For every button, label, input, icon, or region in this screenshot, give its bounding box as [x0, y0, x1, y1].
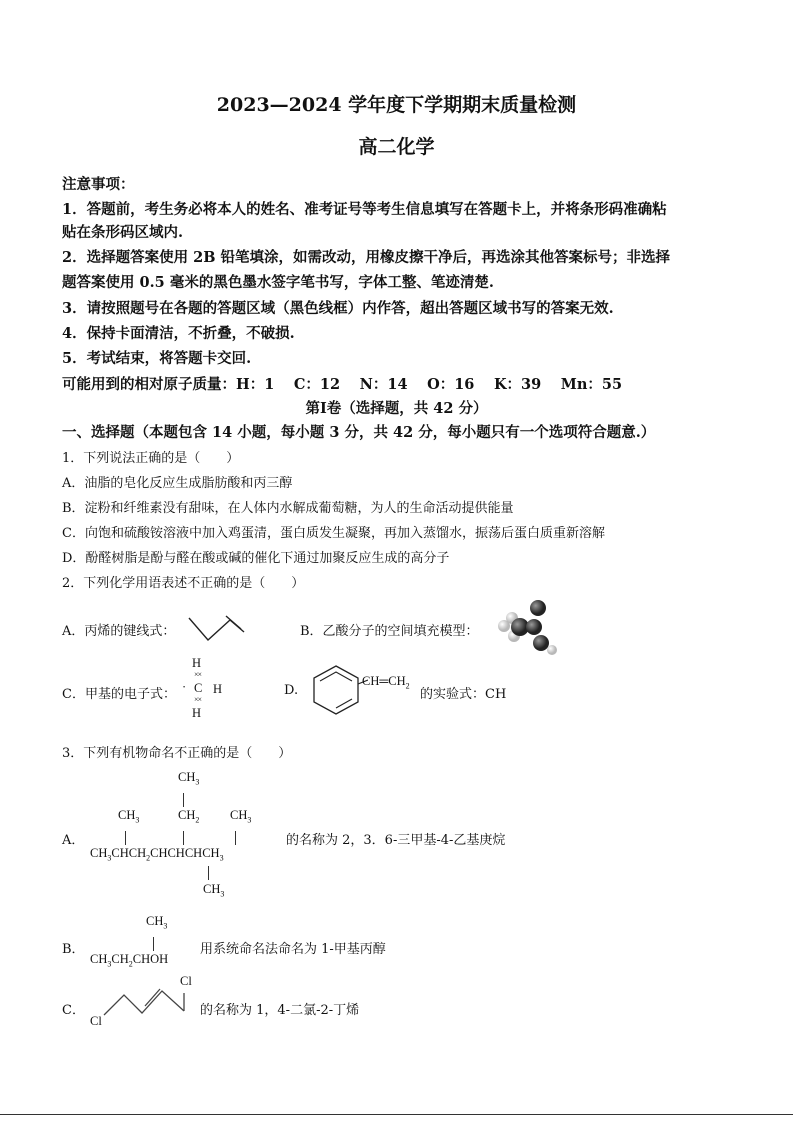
styrene-benzene-ring [308, 662, 368, 718]
branch-ch3 [178, 770, 199, 787]
question-stem: 1．下列说法正确的是（ ） [62, 451, 240, 466]
option-d: D．酚醛树脂是酚与醛在酸或碱的催化下通过加聚反应生成的高分子 [62, 551, 450, 566]
option-b: B．乙酸分子的空间填充模型： [300, 624, 479, 639]
note-line: 5．考试结束，将答题卡交回. [62, 350, 252, 367]
subscript: 3 [247, 815, 252, 825]
ch: CH [146, 914, 164, 928]
option-a: A．油脂的皂化反应生成脂肪酸和丙三醇 [62, 476, 293, 491]
question-stem: 2．下列化学用语表述不正确的是（ ） [62, 576, 305, 591]
ch: CH [203, 882, 221, 896]
branch-ch3 [230, 808, 251, 825]
option-a-label: A． [62, 833, 85, 848]
ch: CH [90, 846, 108, 860]
section-heading: 一、选择题（本题包含 14 小题，每小题 3 分，共 42 分，每小题只有一个选项符合题意.） [62, 424, 656, 441]
subscript: 3 [135, 815, 140, 825]
bond-line [153, 937, 154, 951]
option-d-label: D. [284, 683, 299, 698]
main-chain [90, 952, 168, 969]
ch: CH [118, 808, 136, 822]
subscript: 2 [195, 815, 200, 825]
main-chain [90, 846, 224, 863]
atomic-masses: 可能用到的相对原子质量：H：1 C：12 N：14 O：16 K：39 Mn：55 [62, 376, 623, 393]
ch: CH [178, 808, 196, 822]
bond-line [183, 831, 184, 845]
option-c: C．向饱和硫酸铵溶液中加入鸡蛋清，蛋白质发生凝聚，再加入蒸馏水，振荡后蛋白质重新溶解 [62, 526, 605, 541]
subscript: 3 [107, 959, 112, 969]
branch-ch3 [146, 914, 167, 931]
bond-line [235, 831, 236, 845]
page-bottom-rule [0, 1114, 793, 1115]
subject-title: 高二化学 [358, 136, 435, 158]
chch: CHCH [111, 846, 147, 860]
subscript: 3 [220, 889, 225, 899]
subscript: 2 [146, 853, 151, 863]
branch-ch3 [118, 808, 139, 825]
option-b-label: B． [62, 942, 85, 957]
vinyl-group: $CH═CH_2$ [362, 674, 410, 691]
subscript: 3 [219, 853, 224, 863]
subscript: 3 [163, 921, 168, 931]
electron-pair: · [182, 680, 187, 694]
ch: CH [178, 770, 196, 784]
propene-skeletal-formula [186, 608, 246, 644]
bond-line [208, 866, 209, 880]
electron-pair: ×× [194, 670, 202, 679]
notes-heading: 注意事项： [62, 176, 135, 193]
option-b: B．淀粉和纤维素没有甜味，在人体内水解成葡萄糖，为人的生命活动提供能量 [62, 501, 514, 516]
note-line: 4．保持卡面清洁，不折叠，不破损. [62, 325, 295, 342]
h-atom: H [192, 706, 202, 720]
option-d-text: 的实验式：CH [420, 687, 507, 702]
subscript: 2 [405, 681, 410, 691]
subscript: 3 [195, 777, 200, 787]
exam-title: 2023—2024 学年度下学期期末质量检测 [216, 94, 577, 116]
option-b-text: 用系统命名法命名为 1-甲基丙醇 [200, 942, 386, 957]
chch: CHCH [184, 846, 220, 860]
c-atom: C [194, 681, 203, 695]
option-c-label: C． [62, 1003, 85, 1018]
ch: CH [90, 952, 108, 966]
note-line: 2．选择题答案使用 2B 铅笔填涂，如需改动，用橡皮擦干净后，再选涂其他答案标号；非选择 [62, 249, 671, 266]
option-c: C．甲基的电子式： [62, 687, 176, 702]
chlorine-atom: Cl [90, 1014, 102, 1028]
chlorine-atom: Cl [180, 974, 192, 988]
subscript: 3 [107, 853, 112, 863]
note-line: 题答案使用 0.5 毫米的黑色墨水签字笔书写，字体工整、笔迹清楚. [62, 274, 494, 291]
bond-line [125, 831, 126, 845]
h-atom: H [192, 656, 202, 670]
branch-ch3 [203, 882, 224, 899]
option-a-text: 的名称为 2，3．6-三甲基-4-乙基庚烷 [286, 833, 506, 848]
ch: CH [111, 952, 129, 966]
note-line: 1．答题前，考生务必将本人的姓名、准考证号等考生信息填写在答题卡上，并将条形码准确粘 [62, 201, 667, 218]
chch: CHCH [150, 846, 185, 860]
bond-line [183, 793, 184, 807]
volume-heading: 第Ⅰ卷（选择题，共 42 分） [305, 400, 488, 417]
choh: CHOH [132, 952, 169, 966]
question-stem: 3．下列有机物命名不正确的是（ ） [62, 746, 292, 761]
acetic-acid-space-filling-model [494, 596, 560, 656]
electron-pair: ×× [194, 695, 202, 704]
vinyl-ch: CH [362, 674, 380, 688]
subscript: 2 [128, 959, 133, 969]
ch: CH [230, 808, 248, 822]
note-line: 3．请按照题号在各题的答题区域（黑色线框）内作答，超出答题区域书写的答案无效. [62, 300, 614, 317]
h-atom: H [213, 682, 223, 696]
option-a: A．丙烯的键线式： [62, 624, 176, 639]
note-line: 贴在条形码区域内. [62, 224, 184, 241]
branch-ch2 [178, 808, 199, 825]
vinyl-ch2: CH [388, 674, 406, 688]
option-c-text: 的名称为 1，4-二氯-2-丁烯 [200, 1003, 360, 1018]
